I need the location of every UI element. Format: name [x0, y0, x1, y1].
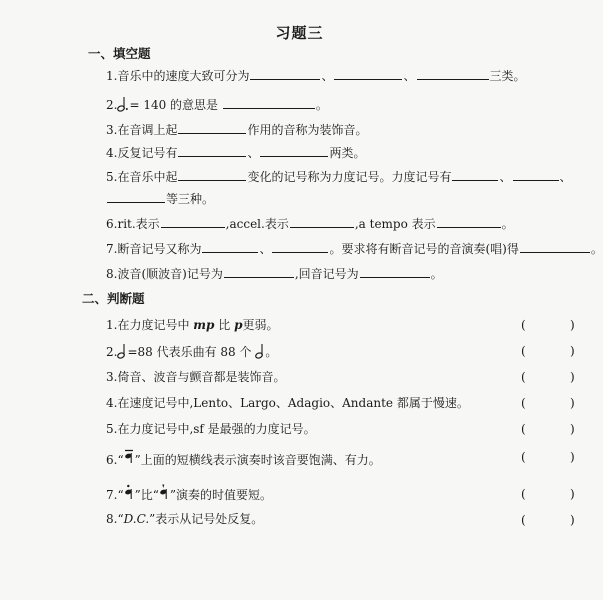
answer-paren-open: (	[521, 344, 526, 358]
section-heading-fill-in: 一、填空题	[88, 46, 151, 61]
answer-blank[interactable]	[290, 215, 354, 228]
dc-mark: D.C.	[123, 512, 150, 526]
answer-blank[interactable]	[250, 67, 320, 80]
fill-item-2: 2. = 140 的意思是 。	[106, 96, 328, 116]
answer-blank[interactable]	[224, 265, 294, 278]
dynamic-mark-mp: mp	[193, 318, 215, 332]
section-heading-true-false: 二、判断题	[82, 291, 145, 306]
fill-item-5-continued: 等三种。	[106, 190, 214, 207]
answer-blank[interactable]	[178, 168, 246, 181]
answer-paren-close: )	[570, 344, 575, 358]
answer-paren-open: (	[521, 487, 526, 501]
dotted-half-note-icon	[117, 96, 128, 116]
fill-item-3: 3.在音调上起 作用的音称为装饰音。	[106, 123, 368, 137]
half-note-icon	[255, 343, 264, 363]
fill-item-4: 4.反复记号有 、 两类。	[106, 146, 366, 160]
tf-item-5: 5.在力度记号中,sf 是最强的力度记号。	[106, 422, 316, 436]
answer-paren-open: (	[521, 318, 526, 332]
answer-paren-open: (	[521, 422, 526, 436]
answer-blank[interactable]	[417, 67, 489, 80]
fill-item-7: 7.断音记号又称为 、 。要求将有断音记号的音演奏(唱)得 。	[106, 242, 603, 256]
fill-item-5: 5.在音乐中起 变化的记号称为力度记号。力度记号有 、 、	[106, 170, 572, 184]
answer-paren-close: )	[570, 487, 575, 501]
answer-blank[interactable]	[513, 168, 559, 181]
answer-blank[interactable]	[161, 215, 225, 228]
answer-blank[interactable]	[178, 144, 246, 157]
answer-paren-close: )	[570, 422, 575, 436]
tf-item-4: 4.在速度记号中,Lento、Largo、Adagio、Andante 都属于慢速。	[106, 396, 469, 410]
answer-blank[interactable]	[452, 168, 498, 181]
answer-blank[interactable]	[272, 240, 328, 253]
answer-paren-open: (	[521, 396, 526, 410]
answer-blank[interactable]	[223, 96, 315, 109]
answer-paren-close: )	[570, 318, 575, 332]
tf-item-2: 2. =88 代表乐曲有 88 个 。	[106, 343, 277, 363]
answer-blank[interactable]	[437, 215, 501, 228]
answer-blank[interactable]	[334, 67, 402, 80]
answer-paren-open: (	[521, 450, 526, 464]
tf-item-3: 3.倚音、波音与颤音都是装饰音。	[106, 370, 286, 384]
answer-blank[interactable]	[202, 240, 258, 253]
tf-item-7: 7.“ ”比“ ”演奏的时值要短。	[106, 484, 272, 506]
answer-blank[interactable]	[520, 240, 590, 253]
answer-paren-open: (	[521, 513, 526, 527]
answer-paren-close: )	[570, 450, 575, 464]
page-title: 习题三	[275, 24, 324, 42]
answer-paren-close: )	[570, 513, 575, 527]
tenuto-quarter-note-icon	[124, 449, 134, 471]
answer-blank[interactable]	[360, 265, 430, 278]
fill-item-1: 1.音乐中的速度大致可分为 、 、 三类。	[106, 69, 526, 83]
tf-item-6: 6.“ ”上面的短横线表示演奏时该音要饱满、有力。	[106, 449, 381, 471]
answer-blank[interactable]	[260, 144, 328, 157]
fill-item-6: 6.rit.表示 ,accel.表示 ,a tempo 表示 。	[106, 217, 514, 231]
tf-item-1: 1.在力度记号中 mp 比 p更弱。	[106, 318, 279, 332]
fill-item-8: 8.波音(顺波音)记号为 ,回音记号为 。	[106, 267, 443, 281]
answer-blank[interactable]	[107, 190, 165, 203]
staccatissimo-note-icon	[159, 484, 169, 506]
tf-item-8: 8.“D.C.”表示从记号处反复。	[106, 512, 264, 526]
answer-paren-close: )	[570, 396, 575, 410]
answer-paren-open: (	[521, 370, 526, 384]
answer-paren-close: )	[570, 370, 575, 384]
answer-blank[interactable]	[178, 121, 246, 134]
dynamic-mark-p: p	[234, 318, 243, 332]
staccato-dot-note-icon	[124, 484, 134, 506]
half-note-icon	[117, 343, 126, 363]
